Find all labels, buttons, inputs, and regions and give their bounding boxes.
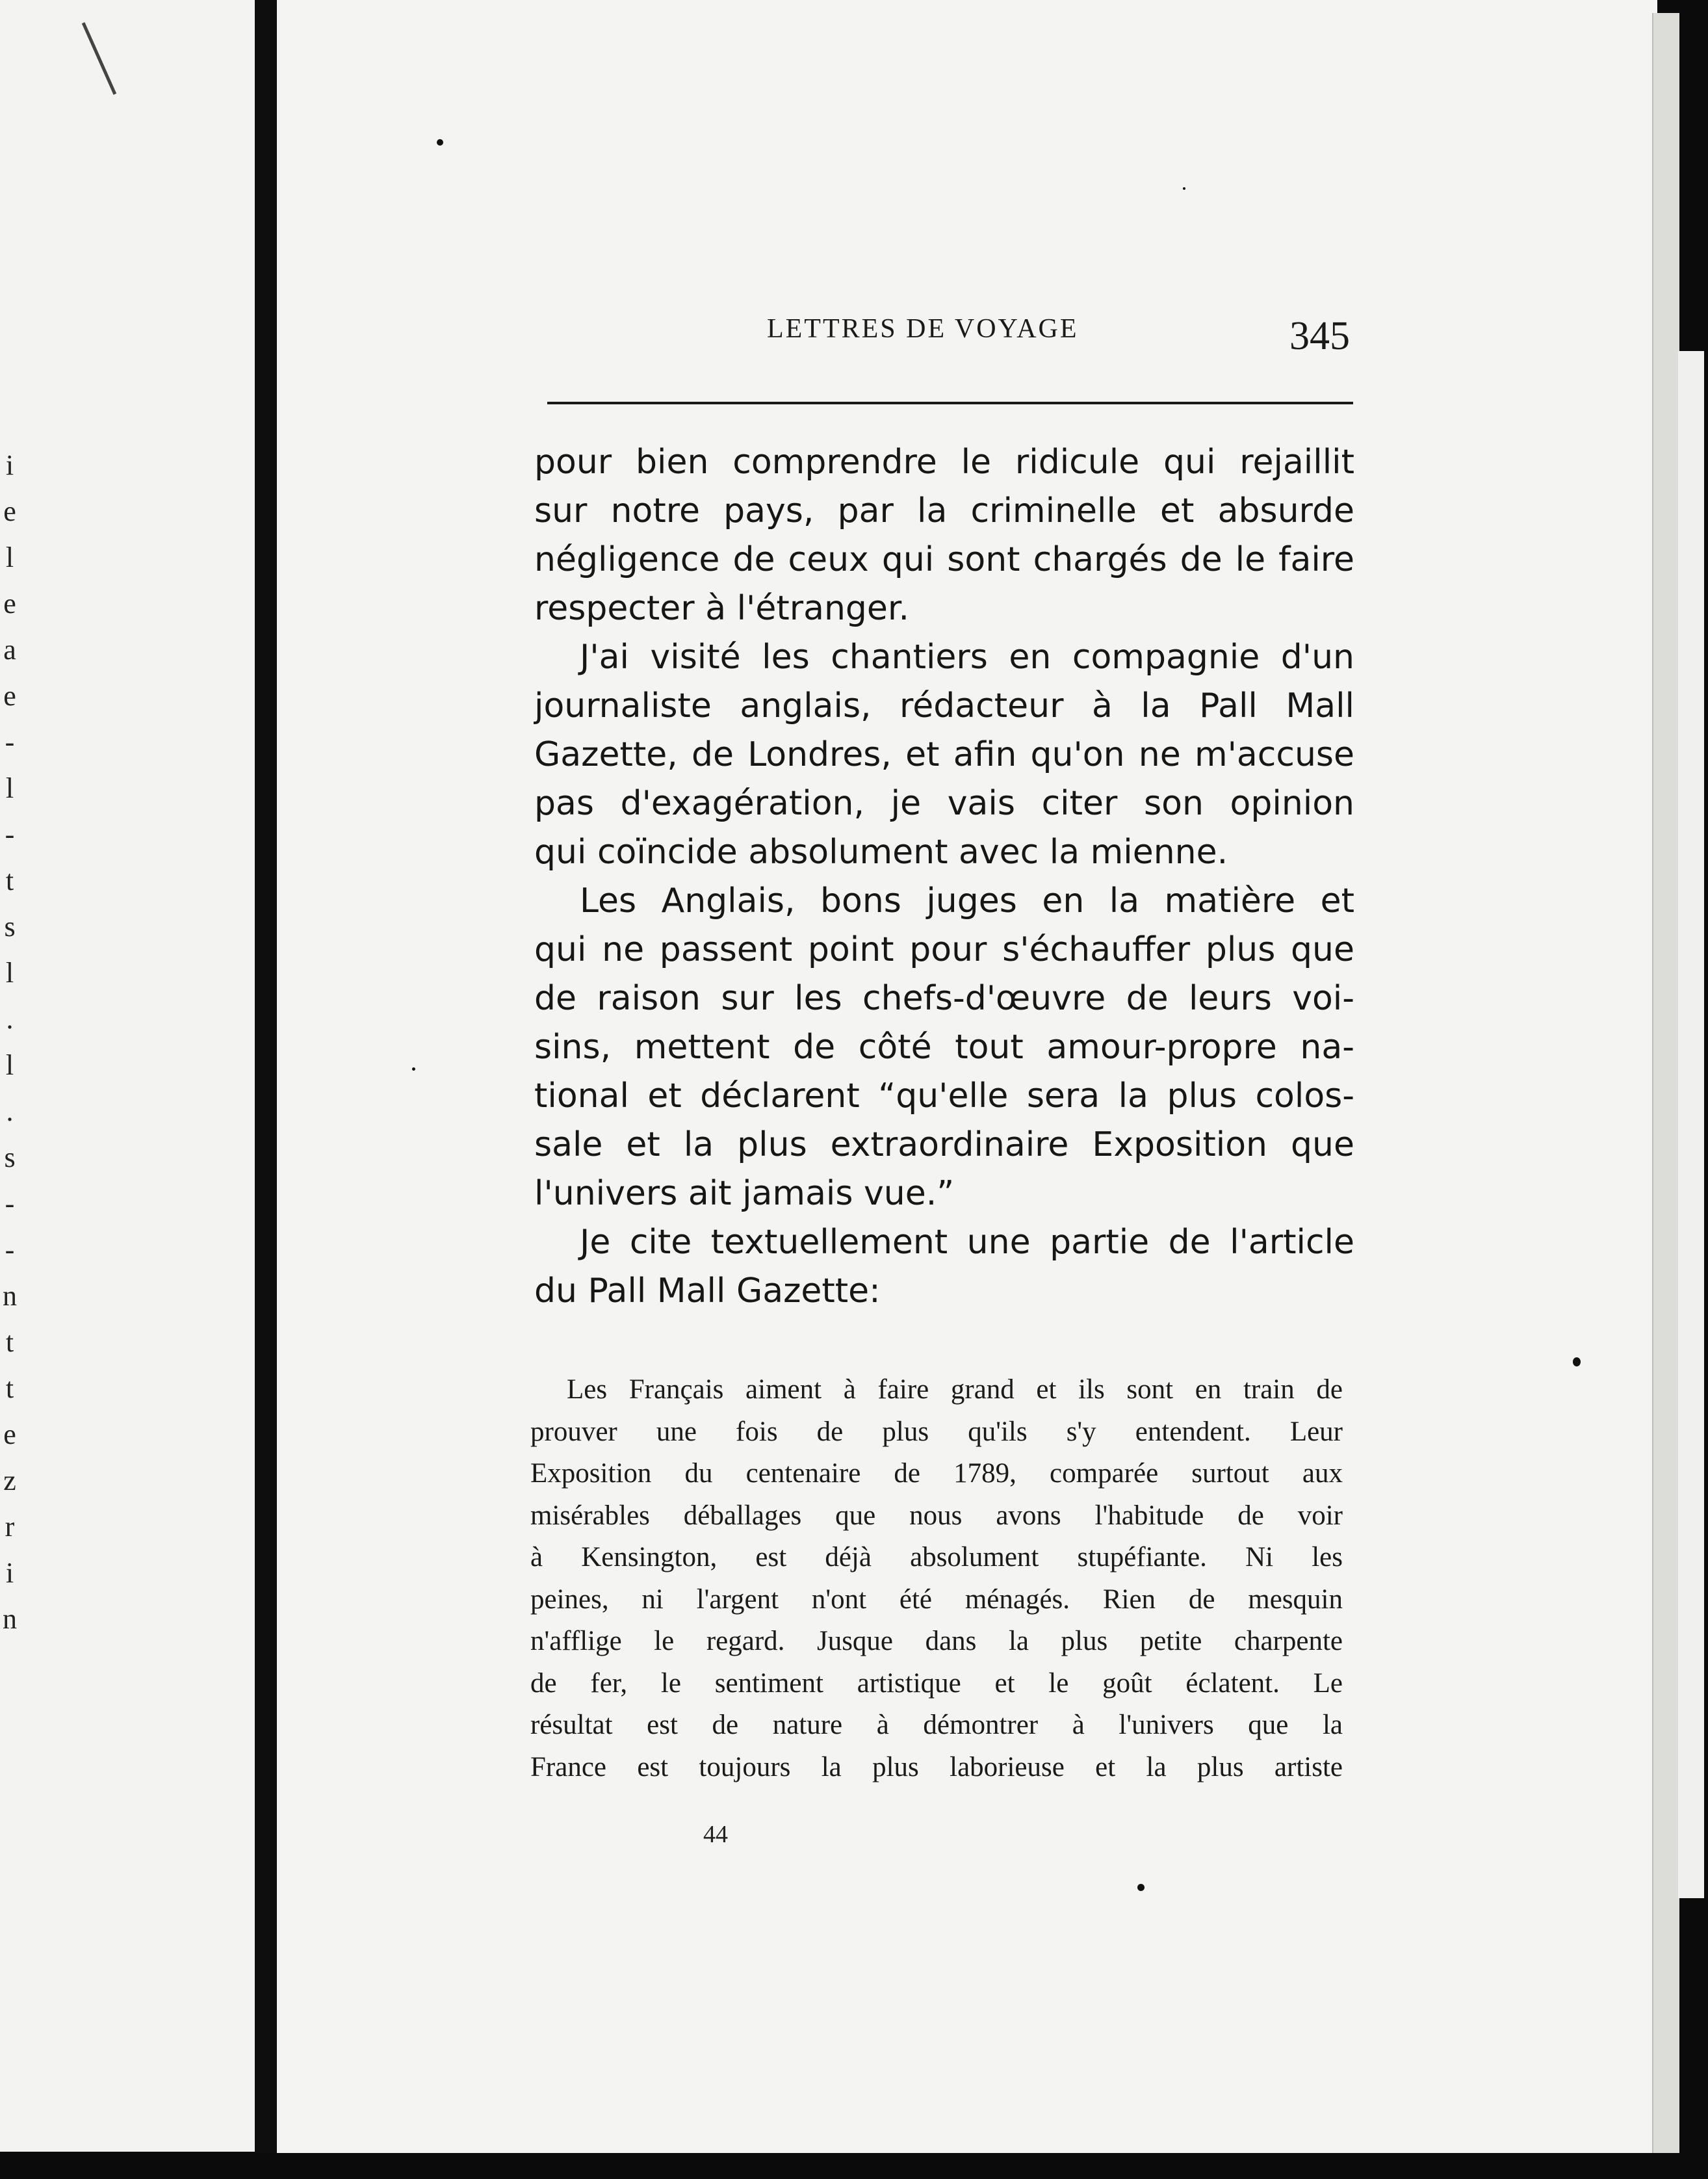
left-facing-page xyxy=(0,0,255,2152)
left-fragment: t xyxy=(5,1326,14,1358)
left-fragment: i xyxy=(5,449,14,481)
body-line: tional et déclarent “qu'elle sera la plus colos- xyxy=(534,1076,1354,1116)
quote-line: misérables déballages que nous avons l'habitude de voir xyxy=(530,1500,1343,1531)
quote-line: France est toujours la plus laborieuse et la plus artiste xyxy=(530,1751,1343,1782)
body-line: sins, mettent de côté tout amour-propre na- xyxy=(534,1028,1354,1067)
body-line: négligence de ceux qui sont chargés de le faire xyxy=(534,540,1354,579)
left-fragment: i xyxy=(5,1557,14,1589)
body-line: du Pall Mall Gazette: xyxy=(534,1272,881,1311)
speck xyxy=(1183,187,1185,190)
body-line: Je cite textuellement une partie de l'article xyxy=(580,1223,1354,1262)
body-line: de raison sur les chefs-d'œuvre de leurs voi- xyxy=(534,979,1354,1018)
left-fragment: . xyxy=(6,1095,14,1127)
left-fragment: a xyxy=(3,634,16,666)
body-line: qui coïncide absolument avec la mienne. xyxy=(534,833,1228,872)
page-edge xyxy=(1652,13,1679,2158)
left-fragment: e xyxy=(3,495,16,527)
left-fragment: s xyxy=(4,911,16,943)
left-fragment: s xyxy=(4,1142,16,1173)
quote-line: de fer, le sentiment artistique et le goût éclatent. Le xyxy=(530,1667,1343,1699)
body-text xyxy=(534,438,1354,1316)
quote-line: Exposition du centenaire de 1789, comparée surtout aux xyxy=(530,1458,1343,1489)
left-fragment: l xyxy=(5,1049,14,1081)
body-line: pour bien comprendre le ridicule qui rejaillit xyxy=(534,443,1354,482)
header-rule xyxy=(547,402,1353,404)
left-fragment: e xyxy=(3,588,16,620)
quote-line: résultat est de nature à démontrer à l'univers que la xyxy=(530,1710,1343,1740)
body-line: journaliste anglais, rédacteur à la Pall Mall xyxy=(534,686,1354,725)
left-fragment: r xyxy=(5,1511,15,1543)
left-fragment: n xyxy=(3,1603,17,1635)
body-line: l'univers ait jamais vue.” xyxy=(534,1174,955,1213)
speck xyxy=(437,139,443,146)
left-fragment: l xyxy=(5,772,14,804)
book-gutter xyxy=(255,0,277,2179)
left-fragment: l xyxy=(5,541,14,573)
left-fragment: t xyxy=(5,1372,14,1404)
quote-line: à Kensington, est déjà absolument stupéfiante. Ni les xyxy=(530,1542,1343,1572)
left-fragment: - xyxy=(5,726,15,758)
body-line: sale et la plus extraordinaire Exposition que xyxy=(534,1125,1354,1164)
scan-border xyxy=(0,2153,1708,2179)
left-fragment: - xyxy=(5,1234,15,1266)
scan-scratch xyxy=(82,22,116,95)
left-fragment: - xyxy=(5,818,15,850)
left-fragment: n xyxy=(3,1280,17,1312)
speck xyxy=(412,1067,415,1071)
body-line: respecter à l'étranger. xyxy=(534,589,910,628)
quote-line: n'afflige le regard. Jusque dans la plus petite charpente xyxy=(530,1626,1343,1656)
speck xyxy=(1137,1884,1145,1891)
quote-line: peines, ni l'argent n'ont été ménagés. Rien de mesquin xyxy=(530,1584,1343,1615)
body-line: Gazette, de Londres, et afin qu'on ne m'accuse xyxy=(534,735,1354,774)
body-line: J'ai visité les chantiers en compagnie d'un xyxy=(580,638,1354,677)
left-fragment: . xyxy=(6,1003,14,1035)
body-line: pas d'exagération, je vais citer son opinion xyxy=(534,784,1354,823)
speck xyxy=(1573,1357,1581,1366)
quoted-article xyxy=(530,1369,1343,1788)
left-fragment: e xyxy=(3,680,16,712)
signature-mark: 44 xyxy=(703,1821,728,1848)
page-number: 345 xyxy=(1289,314,1350,358)
left-fragment: t xyxy=(5,865,14,896)
left-fragment: l xyxy=(5,957,14,989)
body-line: sur notre pays, par la criminelle et absurde xyxy=(534,491,1354,530)
running-head: LETTRES DE VOYAGE xyxy=(767,314,1079,344)
left-fragment: - xyxy=(5,1188,15,1220)
body-line: Les Anglais, bons juges en la matière et xyxy=(580,881,1354,920)
quote-line: prouver une fois de plus qu'ils s'y entendent. Leur xyxy=(530,1416,1343,1447)
left-fragment: e xyxy=(3,1418,16,1450)
quote-line: Les Français aiment à faire grand et ils sont en train de xyxy=(567,1374,1343,1405)
body-line: qui ne passent point pour s'échauffer plus que xyxy=(534,930,1354,969)
left-fragment: z xyxy=(3,1465,16,1496)
left-margin-fragments xyxy=(0,442,19,1642)
page-edge-inner xyxy=(1678,351,1704,1898)
